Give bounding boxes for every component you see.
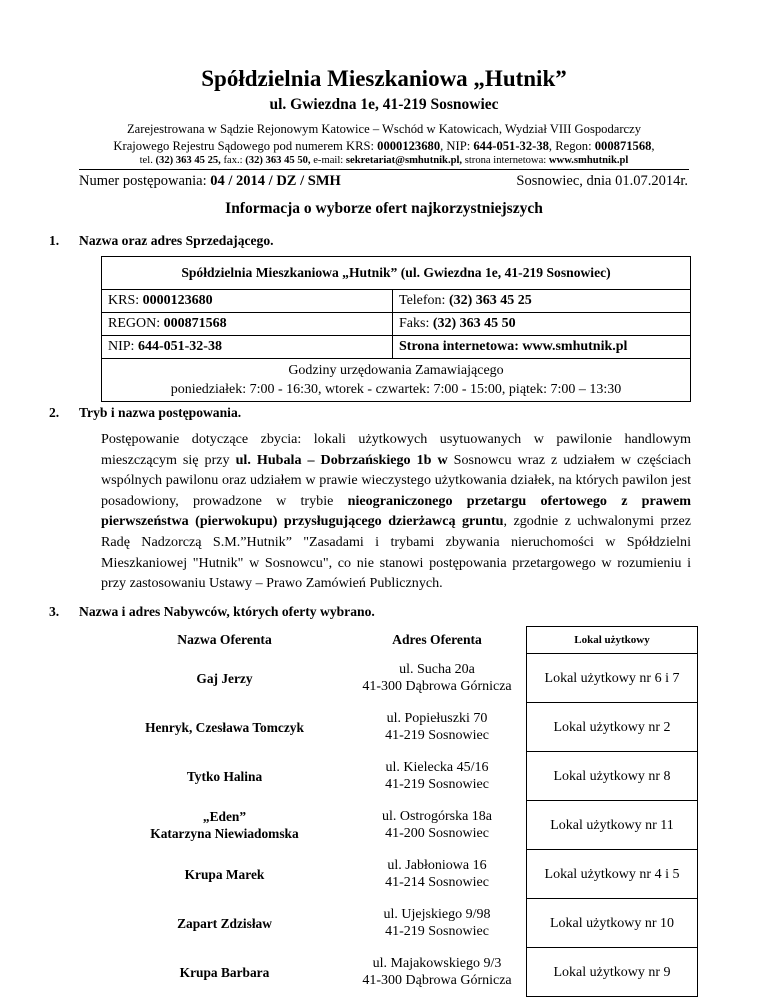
buyer-unit: Lokal użytkowy nr 8 [527, 752, 698, 801]
registration-line-2: Krajowego Rejestru Sądowego pod numerem KRS: 0000123680, NIP: 644-051-32-38, Regon: 000871568, [113, 139, 655, 153]
seller-info-table [101, 256, 691, 402]
section-3-title: 3. Nazwa i adres Nabywców, których oferty wybrano. [49, 604, 375, 619]
table-header-row [101, 627, 698, 654]
buyer-name: „Eden” Katarzyna Niewiadomska [150, 809, 299, 841]
column-header-name: Nazwa Oferenta [177, 632, 272, 647]
buyer-name: Krupa Barbara [179, 964, 270, 980]
table-row [101, 899, 698, 948]
seller-name: Spółdzielnia Mieszkaniowa „Hutnik” (ul. Gwiezdna 1e, 41-219 Sosnowiec) [102, 257, 691, 290]
registration-line-1: Zarejestrowana w Sądzie Rejonowym Katowice – Wschód w Katowicach, Wydział VIII Gospodarczy [126, 122, 642, 136]
buyer-unit: Lokal użytkowy nr 4 i 5 [527, 850, 698, 899]
document-heading: Informacja o wyborze ofert najkorzystniejszych [225, 200, 543, 217]
buyer-name: Tytko Halina [186, 768, 263, 784]
table-row [101, 752, 698, 801]
registration-info [0, 121, 768, 155]
buyer-name: Henryk, Czesława Tomczyk [145, 719, 304, 735]
column-header-address: Adres Oferenta [392, 632, 482, 647]
company-address: ul. Gwiezdna 1e, 41-219 Sosnowiec [269, 96, 499, 113]
table-row [102, 336, 691, 359]
website-link[interactable]: www.smhutnik.pl [548, 155, 629, 166]
procedure-number: Numer postępowania: 04 / 2014 / DZ / SMH [79, 173, 341, 189]
table-row [101, 801, 698, 850]
regon-cell: REGON: 000871568 [102, 313, 393, 336]
website-cell: Strona internetowa: www.smhutnik.pl [393, 336, 691, 359]
buyer-unit: Lokal użytkowy nr 6 i 7 [527, 654, 698, 703]
buyer-address: ul. Jabłoniowa 16 41-214 Sosnowiec [385, 858, 489, 890]
buyer-name: Zapart Zdzisław [177, 915, 272, 931]
section-1-title: 1. Nazwa oraz adres Sprzedającego. [49, 233, 274, 248]
buyer-address: ul. Majakowskiego 9/3 41-300 Dąbrowa Górnicza [362, 956, 512, 988]
phone-cell: Telefon: (32) 363 45 25 [393, 290, 691, 313]
buyer-address: ul. Sucha 20a 41-300 Dąbrowa Górnicza [362, 662, 512, 694]
company-name: Spółdzielnia Mieszkaniowa „Hutnik” [201, 66, 567, 91]
table-row [102, 359, 691, 402]
buyers-table [101, 626, 698, 997]
buyer-unit: Lokal użytkowy nr 2 [527, 703, 698, 752]
buyer-address: ul. Kielecka 45/16 41-219 Sosnowiec [385, 760, 489, 792]
buyer-name: Gaj Jerzy [196, 670, 253, 686]
buyer-address: ul. Ostrogórska 18a 41-200 Sosnowiec [381, 809, 493, 841]
buyer-name: Krupa Marek [184, 866, 265, 882]
table-row [102, 257, 691, 290]
buyer-unit: Lokal użytkowy nr 10 [527, 899, 698, 948]
nip-cell: NIP: 644-051-32-38 [102, 336, 393, 359]
place-date: Sosnowiec, dnia 01.07.2014r. [516, 173, 688, 189]
table-row [102, 290, 691, 313]
email-link[interactable]: sekretariat@smhutnik.pl, [345, 155, 463, 166]
header-divider [79, 169, 689, 170]
contact-line: tel. (32) 363 45 25, fax.: (32) 363 45 50, e-mail: sekretariat@smhutnik.pl, strona internetowa: www.smhutnik.pl [139, 155, 629, 166]
section-2-title: 2. Tryb i nazwa postępowania. [49, 405, 242, 420]
buyer-unit: Lokal użytkowy nr 11 [527, 801, 698, 850]
table-row [101, 948, 698, 997]
table-row [101, 703, 698, 752]
fax-cell: Faks: (32) 363 45 50 [393, 313, 691, 336]
table-row [101, 850, 698, 899]
procedure-description: Postępowanie dotyczące zbycia: lokali użytkowych usytuowanych w pawilonie handlowym mieszczącym się przy ul. Hubala – Dobrzańskiego 1b w Sosnowcu wraz z udziałem w częściach wspólnych pawilonu oraz udziałem w prawie wieczystego użytkowania działek, na których pawilon jest posadowiony, prowadzone w trybie nieograniczonego przetargu ofertowego z prawem pierwszeństwa (pierwokupu) przysługującego dzierżawcą gruntu, zgodnie z uchwalonymi przez Radę Nadzorczą S.M.”Hutnik” "Zasadami i trybami zbywania nieruchomości w Spółdzielni Mieszkaniowej "Hutnik" w Sosnowcu", co nie stanowi postępowania przetargowego w rozumieniu i przy zastosowaniu Ustawy – Prawo Zamówień Publicznych. [101, 431, 691, 592]
buyer-unit: Lokal użytkowy nr 9 [527, 948, 698, 997]
office-hours: Godziny urzędowania Zamawiającego poniedziałek: 7:00 - 16:30, wtorek - czwartek: 7:00 - 15:00, piątek: 7:00 – 13:30 [102, 359, 691, 402]
table-row [102, 313, 691, 336]
table-row [101, 654, 698, 703]
buyer-address: ul. Ujejskiego 9/98 41-219 Sosnowiec [383, 907, 491, 939]
buyer-address: ul. Popiełuszki 70 41-219 Sosnowiec [385, 711, 489, 743]
column-header-unit: Lokal użytkowy [527, 627, 698, 654]
krs-cell: KRS: 0000123680 [102, 290, 393, 313]
